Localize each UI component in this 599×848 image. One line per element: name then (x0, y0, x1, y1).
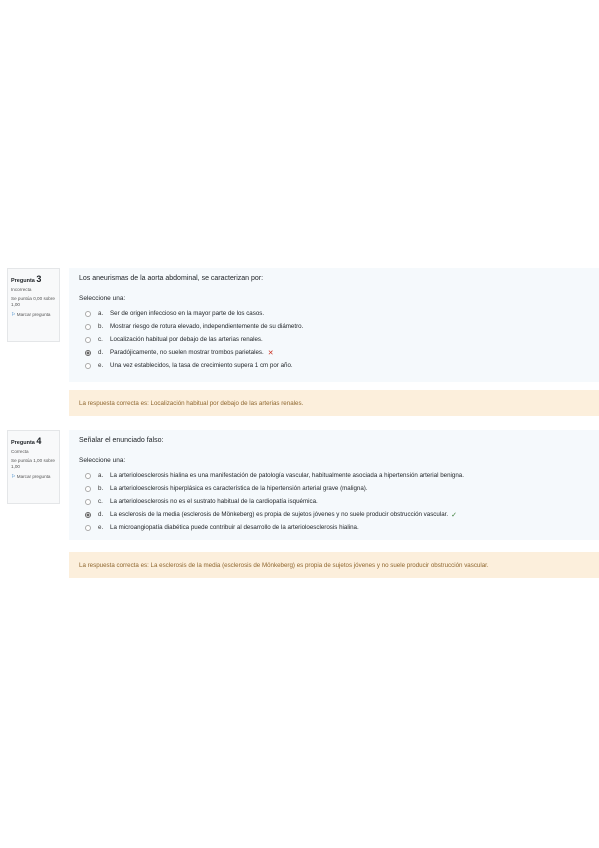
answer-letter: d. (98, 349, 104, 356)
answer-text: La arterioloesclerosis hiperplásica es característica de la hipertensión arterial grave (maligna). (110, 485, 368, 492)
answer-letter: e. (98, 362, 104, 369)
answer-letter: d. (98, 511, 104, 518)
question-grade: Se puntúa 0,00 sobre 1,00 (11, 296, 55, 307)
feedback-text: La respuesta correcta es: Localización habitual por debajo de las arterias renales. (79, 399, 304, 407)
radio-button-selected[interactable] (85, 350, 91, 356)
answer-letter: b. (98, 485, 104, 492)
answer-text: Mostrar riesgo de rotura elevado, independientemente de su diámetro. (110, 323, 304, 330)
question-label: Pregunta (11, 440, 35, 446)
answer-text: La arterioloesclerosis hialina es una manifestación de patología vascular, habitualmente asociada a hipertensión arterial benigna. (110, 472, 464, 479)
radio-button[interactable] (85, 486, 91, 492)
question-grade: Se puntúa 1,00 sobre 1,00 (11, 458, 55, 469)
radio-button[interactable] (85, 324, 91, 330)
answer-text: Paradójicamente, no suelen mostrar trombos parietales. (110, 349, 264, 356)
question-label: Pregunta (11, 278, 35, 284)
correct-answer-feedback (69, 552, 599, 578)
answer-prompt: Seleccione una: (79, 295, 126, 302)
answer-option-c[interactable] (85, 495, 589, 508)
question-content (69, 430, 599, 540)
answer-letter: c. (98, 336, 103, 343)
answer-list (85, 469, 589, 534)
flag-question-link[interactable] (11, 312, 56, 318)
answer-list (85, 307, 589, 372)
radio-button[interactable] (85, 311, 91, 317)
answer-text: La esclerosis de la media (esclerosis de Mönkeberg) es propia de sujetos jóvenes y no suele producir obstrucción vascular. (110, 511, 449, 518)
answer-option-e[interactable] (85, 521, 589, 534)
question-text: Señalar el enunciado falso: (79, 437, 164, 444)
question-state: Correcta (11, 449, 29, 454)
flag-question-link[interactable] (11, 474, 56, 480)
radio-button-selected[interactable] (85, 512, 91, 518)
incorrect-icon: ✕ (267, 349, 274, 357)
question-info (7, 268, 60, 342)
answer-option-d[interactable] (85, 508, 589, 521)
flag-question-label: Marcar pregunta (16, 474, 51, 479)
answer-text: La microangiopatía diabética puede contribuir al desarrollo de la arterioloesclerosis hialina. (110, 524, 359, 531)
question-number-value: 4 (36, 436, 42, 446)
question-info (7, 430, 60, 504)
radio-button[interactable] (85, 499, 91, 505)
radio-button[interactable] (85, 363, 91, 369)
answer-letter: b. (98, 323, 104, 330)
flag-icon: ⚐ (11, 312, 16, 318)
answer-option-e[interactable] (85, 359, 589, 372)
answer-letter: a. (98, 310, 104, 317)
answer-letter: a. (98, 472, 104, 479)
question-content (69, 268, 599, 382)
question-number (11, 274, 56, 284)
radio-button[interactable] (85, 337, 91, 343)
flag-question-label: Marcar pregunta (16, 312, 51, 317)
question-number-value: 3 (36, 274, 42, 284)
correct-answer-feedback (69, 390, 599, 416)
answer-option-a[interactable] (85, 307, 589, 320)
feedback-text: La respuesta correcta es: La esclerosis de la media (esclerosis de Mönkeberg) es propia de sujetos jóvenes y no suele producir obstrucción vascular. (79, 561, 489, 569)
question-state: Incorrecta (11, 287, 32, 292)
answer-option-a[interactable] (85, 469, 589, 482)
answer-letter: c. (98, 498, 103, 505)
correct-icon: ✓ (451, 511, 457, 519)
answer-text: Ser de origen infeccioso en la mayor parte de los casos. (110, 310, 265, 317)
answer-option-d[interactable] (85, 346, 589, 359)
flag-icon: ⚐ (11, 474, 16, 480)
answer-option-c[interactable] (85, 333, 589, 346)
answer-option-b[interactable] (85, 320, 589, 333)
question-number (11, 436, 56, 446)
answer-text: Localización habitual por debajo de las arterias renales. (110, 336, 263, 343)
answer-letter: e. (98, 524, 104, 531)
answer-prompt: Seleccione una: (79, 457, 126, 464)
answer-text: La arterioloesclerosis no es el sustrato habitual de la cardiopatía isquémica. (110, 498, 318, 505)
question-text: Los aneurismas de la aorta abdominal, se caracterizan por: (79, 275, 264, 282)
answer-option-b[interactable] (85, 482, 589, 495)
radio-button[interactable] (85, 525, 91, 531)
answer-text: Una vez establecidos, la tasa de crecimiento supera 1 cm por año. (110, 362, 293, 369)
radio-button[interactable] (85, 473, 91, 479)
